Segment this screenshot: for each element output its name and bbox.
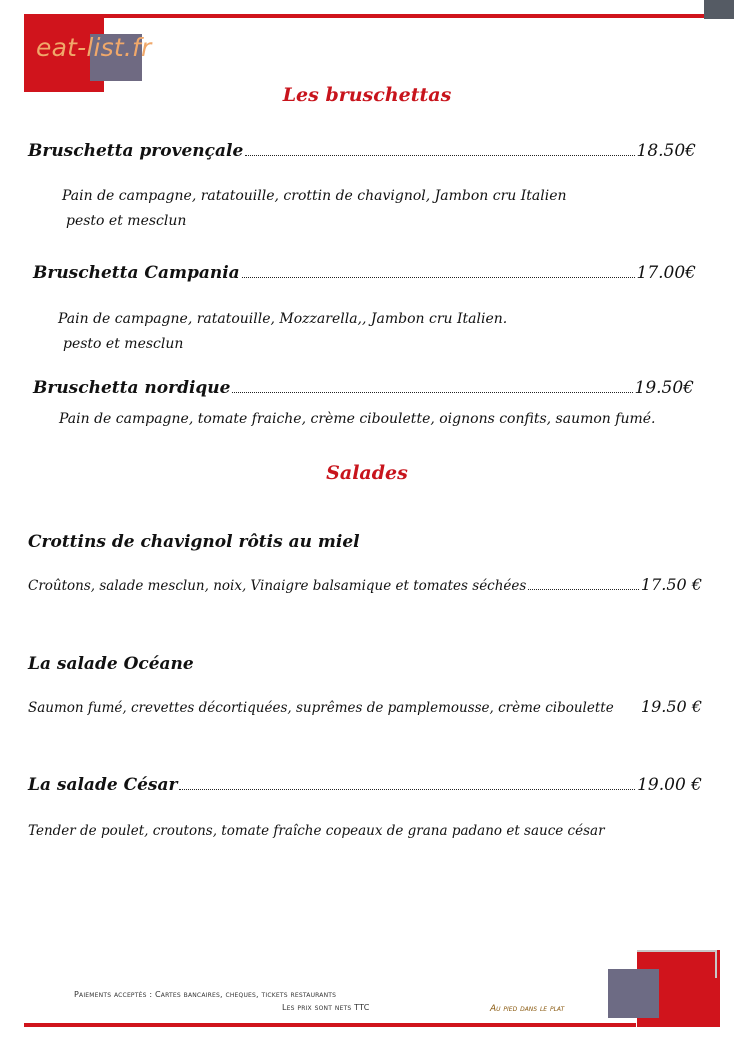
item-name: La salade César xyxy=(28,775,178,795)
item-price: 19.50 € xyxy=(640,697,702,716)
menu-item-bruschetta-campania xyxy=(33,263,696,283)
item-name: Bruschetta Campania xyxy=(33,263,240,283)
item-name: Bruschetta nordique xyxy=(33,378,231,398)
menu-item-oceane xyxy=(28,697,702,716)
dot-leader xyxy=(528,589,639,590)
item-price: 19.00 € xyxy=(637,775,702,795)
item-price: 18.50€ xyxy=(636,141,696,161)
bottom-red-line xyxy=(24,1023,636,1027)
item-price: 19.50€ xyxy=(634,378,694,398)
top-corner-block xyxy=(704,0,734,19)
menu-item-bruschetta-provencale xyxy=(28,141,696,161)
logo-watermark: eat-list.fr xyxy=(36,33,152,62)
item-price: 17.00€ xyxy=(636,263,696,283)
menu-item-cesar xyxy=(28,775,702,795)
restaurant-tagline: Au pied dans le plat xyxy=(490,1004,565,1014)
payment-info: Paiements acceptés : Cartes bancaires, cheques, tickets restaurants xyxy=(74,990,337,999)
dot-leader xyxy=(179,789,635,790)
item-description: Pain de campagne, ratatouille, Mozzarella,, Jambon cru Italien. xyxy=(58,311,508,327)
menu-item-bruschetta-nordique xyxy=(33,378,694,398)
menu-item-crottins xyxy=(28,575,702,594)
dot-leader xyxy=(242,277,635,278)
item-description: Pain de campagne, tomate fraiche, crème ciboulette, oignons confits, saumon fumé. xyxy=(59,411,656,427)
item-price: 17.50 € xyxy=(640,575,702,594)
item-description: Pain de campagne, ratatouille, crottin de chavignol, Jambon cru Italien xyxy=(62,188,567,204)
item-description: Tender de poulet, croutons, tomate fraîche copeaux de grana padano et sauce césar xyxy=(28,823,605,839)
salad-name-oceane: La salade Océane xyxy=(28,654,194,674)
salad-name-crottins: Crottins de chavignol rôtis au miel xyxy=(28,532,360,552)
item-description: Croûtons, salade mesclun, noix, Vinaigre balsamique et tomates séchées xyxy=(28,578,527,594)
section-title-bruschettas: Les bruschettas xyxy=(282,84,452,106)
section-title-salades: Salades xyxy=(326,462,408,484)
dot-leader xyxy=(245,155,634,156)
price-note: Les prix sont nets TTC xyxy=(282,1003,370,1012)
item-description: Saumon fumé, crevettes décortiquées, suprêmes de pamplemousse, crème ciboulette xyxy=(28,700,614,716)
bottom-grey-block xyxy=(608,969,659,1018)
dot-leader xyxy=(232,392,632,393)
item-description: pesto et mesclun xyxy=(66,213,187,229)
item-description: pesto et mesclun xyxy=(63,336,184,352)
item-name: Bruschetta provençale xyxy=(28,141,244,161)
top-red-line xyxy=(24,14,704,18)
